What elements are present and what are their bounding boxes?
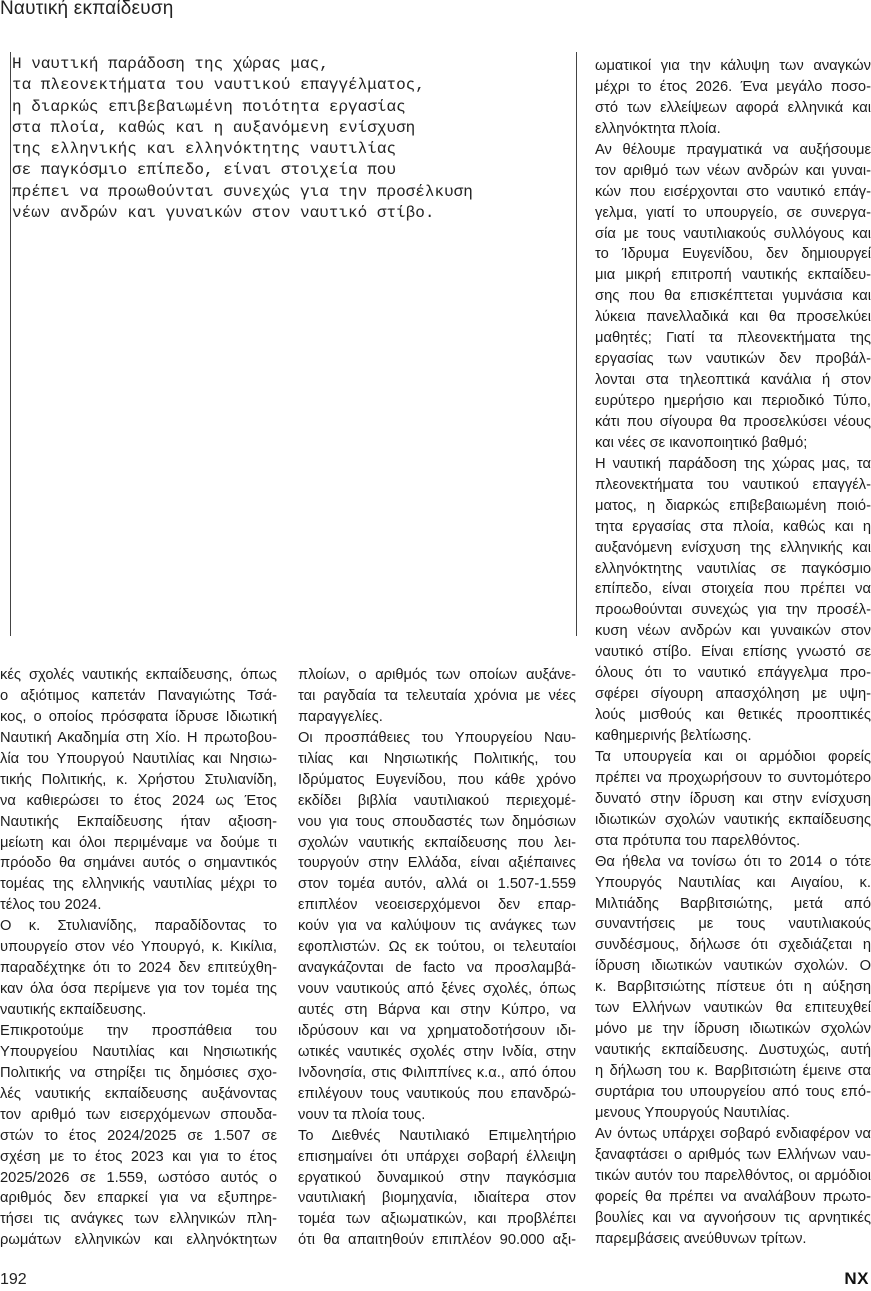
text-line: όλους ότι το ναυτικό επάγγελμα προ-: [595, 665, 871, 682]
text-line: ιδρύσουν και να χρηματοδοτήσουν ιδι-: [298, 1022, 576, 1039]
text-line: Ναυτικής Εκπαίδευσης ήταν αξιοση-: [0, 813, 277, 830]
text-line: και νέες σε ικανοποιητικό βαθμό;: [595, 434, 808, 451]
text-line: κος, ο οποίος πρόσφατα ίδρυσε Ιδιωτική: [0, 708, 277, 725]
text-line: συνδέσμους, δήλωσε ότι σχεδιάζεται η: [595, 937, 871, 954]
text-line: τιλίας και Νησιωτικής Πολιτικής, του: [298, 750, 576, 767]
text-line: ναυτικό στίβο. Είναι επίσης γνωστό σε: [595, 644, 871, 661]
text-line: εργατικού δυναμικού στην παγκόσμια: [298, 1169, 576, 1186]
text-line: προωθούνται συνεχώς για την προσέλ-: [595, 602, 871, 619]
text-line: πλεονεκτήματα του ναυτικού επαγγέλ-: [595, 476, 871, 493]
text-line: αριθμός δεν επαρκεί για να εξυπηρε-: [0, 1190, 277, 1207]
text-line: τον αριθμό των νέων ανδρών και γυναι-: [595, 162, 871, 179]
text-line: καθημερινής βελτίωσης.: [595, 728, 752, 744]
text-line: η δήλωση του κ. Βαρβιτσιώτη έμεινε στα: [595, 1063, 871, 1079]
text-line: πρόοδο θα σημάνει αυτός ο σημαντικός: [0, 855, 277, 872]
pullquote-line: σε παγκόσμιο επίπεδο, είναι στοιχεία που: [12, 161, 397, 180]
text-line: μόνο με την ίδρυση ιδιωτικών σχολών: [595, 1021, 871, 1038]
text-line: τικής Πολιτικής, κ. Χρήστου Στυλιανίδη,: [0, 771, 277, 788]
text-line: κούν για να καλύψουν τις ανάγκες των: [298, 918, 576, 935]
text-line: εκδίδει βιβλία ναυτιλιακού περιεχομέ-: [298, 792, 576, 809]
text-line: ελληνόκτητα πλοία.: [595, 120, 721, 137]
text-line: στον τομέα αυτόν, αλλά οι 1.507-1.559: [298, 876, 576, 893]
text-line: παραδέχτηκε ότι το 2024 δεν επιτεύχθη-: [0, 960, 277, 977]
pullquote-line: στα πλοία, καθώς και η αυξανόμενη ενίσχυση: [12, 118, 416, 137]
text-line: τήσει τις ανάγκες των ελληνικών πλη-: [0, 1211, 277, 1228]
text-line: ίδρυση ιδιωτικών ναυτικών σχολών. Ο: [595, 958, 871, 975]
text-line: Το Διεθνές Ναυτιλιακό Επιμελητήριο: [298, 1127, 576, 1144]
text-line: δυνατό στην ίδρυση και στην ενίσχυση: [595, 790, 871, 807]
text-line: συναντήσεις με τους ναυτιλιακούς: [595, 916, 871, 933]
text-line: λύκεια πανελλαδικά και θα προσελκύει: [595, 309, 871, 326]
text-line: κυση νέων ανδρών και γυναικών στον: [595, 623, 871, 640]
text-line: νουν ναυτικούς από ξένες σχολές, όπως: [298, 981, 576, 998]
text-line: το Ίδρυμα Ευγενίδου, δεν δημιουργεί: [595, 246, 871, 263]
text-line: σης που θα επισκέπτεται γυμνάσια και: [595, 288, 871, 305]
text-line: μείωτη και όλοι περιμέναμε να δούμε τι: [0, 834, 277, 851]
brand-logo: NX: [844, 1269, 869, 1288]
text-line: Μιλτιάδης Βαρβιτσιώτης, μετά από: [595, 895, 871, 912]
text-line: ται ραγδαία τα τελευταία χρόνια με νέες: [298, 687, 576, 704]
text-line: τουργούν στην Ελλάδα, είναι αξιέπαινες: [298, 855, 576, 872]
text-line: γελμα, γιατί το υπουργείο, σε συνεργα-: [595, 204, 871, 221]
text-line: 2025/2026 σε 1.559, ωστόσο αυτός ο: [0, 1169, 277, 1186]
text-line: να καθιερώσει το έτος 2024 ως Έτος: [0, 792, 277, 809]
text-line: κ. Βαρβιτσιώτης πίστευε ότι η αύξηση: [595, 979, 871, 996]
pullquote: [12, 54, 572, 224]
text-line: Θα ήθελα να τονίσω ότι το 2014 ο τότε: [595, 853, 871, 870]
text-line: παραγγελίες.: [298, 708, 383, 725]
text-line: συρτάρια του υπουργείου από τους επό-: [595, 1083, 871, 1100]
pullquote-line: νέων ανδρών και γυναικών στον ναυτικό στίβο.: [12, 204, 435, 223]
text-line: μαθητές; Γιατί τα πλεονεκτήματα της: [595, 330, 871, 347]
text-line: ελληνόκτητης ναυτιλίας σε παγκόσμιο: [595, 560, 871, 577]
text-line: κάτι που σίγουρα θα προσελκύσει νέους: [595, 413, 871, 430]
column-divider: [576, 52, 577, 636]
text-line: πρέπει να προχωρήσουν το συντομότερο: [595, 769, 871, 786]
text-line: μια μικρή επιτροπή ναυτικής εκπαίδευ-: [595, 267, 871, 284]
text-line: σχολών ναυτικής εκπαίδευσης που λει-: [298, 834, 576, 851]
text-line: ναυτικής εκπαίδευσης. Δυστυχώς, αυτή: [595, 1042, 871, 1059]
text-line: σφέρει σίγουρη απασχόληση με υψη-: [595, 686, 871, 703]
text-line: Ο κ. Στυλιανίδης, παραδίδοντας το: [0, 918, 277, 935]
text-line: ότι θα απαιτηθούν επιπλέον 90.000 αξι-: [298, 1232, 576, 1249]
pullquote-line: της ελληνικής και ελληνόκτητης ναυτιλίας: [12, 140, 397, 159]
text-line: Αν όντως υπάρχει σοβαρό ενδιαφέρον να: [595, 1125, 871, 1142]
text-line: των Ελλήνων ναυτικών θα επιτευχθεί: [595, 1000, 871, 1017]
text-line: Πολιτικής να στηρίξει τις δημόσιες σχο-: [0, 1064, 277, 1081]
text-line: αναγκάζονται de facto να προσλαμβά-: [298, 960, 576, 977]
text-line: ιδιωτικών σχολών ναυτικής εκπαίδευσης: [595, 811, 871, 828]
text-line: ξαναφτάσει ο αριθμός των Ελλήνων ναυ-: [595, 1146, 871, 1163]
text-line: αυτές στη Βάρνα και στην Κύπρο, να: [298, 1002, 576, 1018]
text-line: Τα υπουργεία και οι αρμόδιοι φορείς: [595, 748, 871, 765]
body-column-1: [0, 665, 277, 1251]
text-line: επιπλέον νεοεισερχόμενοι δεν επαρ-: [298, 897, 576, 914]
text-line: τικών αυτόν του παρελθόντος, οι αρμόδιοι: [595, 1167, 871, 1184]
text-line: επίπεδο, είναι στοιχεία που πρέπει να: [595, 581, 871, 598]
text-line: Οι προσπάθειες του Υπουργείου Ναυ-: [298, 729, 576, 746]
text-line: τητα εργασίας στα πλοία, καθώς και η: [595, 518, 871, 535]
text-line: στα πρότυπα του παρελθόντος.: [595, 832, 801, 849]
text-line: λία του Υπουργού Ναυτιλίας και Νησιω-: [0, 750, 277, 767]
pullquote-line: Η ναυτική παράδοση της χώρας μας,: [12, 55, 329, 73]
text-line: ευρύτερο ημερήσιο και περιοδικό Τύπο,: [595, 393, 871, 409]
pullquote-line: η διαρκώς επιβεβαιωμένη ποιότητα εργασίας: [12, 97, 406, 116]
body-column-2: [298, 665, 576, 1251]
text-line: πλοίων, ο αριθμός των οποίων αυξάνε-: [298, 667, 576, 683]
text-line: ματος, η διαρκώς επιβεβαιωμένη ποιό-: [595, 497, 871, 514]
text-line: ναυτικής εκπαίδευσης.: [0, 1002, 147, 1018]
text-line: επισημαίνει ότι υπάρχει σοβαρή έλλειψη: [298, 1148, 576, 1165]
text-line: νου για τους σπουδαστές των δημόσιων: [298, 813, 576, 830]
text-line: υπουργείο στον νέο Υπουργό, κ. Κικίλια,: [0, 939, 277, 956]
text-line: μέχρι το έτος 2026. Ένα μεγάλο ποσο-: [595, 78, 871, 95]
text-line: ρωμάτων ελληνικών και ελληνόκτητων: [0, 1232, 277, 1249]
text-line: Επικροτούμε την προσπάθεια του: [0, 1022, 277, 1039]
text-line: ωτικές ναυτικές σχολές στην Ινδία, στην: [298, 1043, 576, 1060]
text-line: ωματικοί για την κάλυψη των αναγκών: [595, 58, 871, 74]
text-line: Ινδονησία, στις Φιλιππίνες κ.α., από όπου: [298, 1064, 576, 1081]
text-line: σία με τους ναυτιλιακούς συλλόγους και: [595, 225, 871, 242]
text-line: Αν θέλουμε πραγματικά να αυξήσουμε: [595, 141, 871, 158]
text-line: μενους Υπουργούς Ναυτιλίας.: [595, 1104, 790, 1121]
text-line: Ιδρύματος Ευγενίδου, που κάθε χρόνο: [298, 771, 576, 788]
text-line: λούς μισθούς και θετικές προοπτικές: [595, 707, 871, 724]
text-line: Υπουργός Ναυτιλίας και Αιγαίου, κ.: [595, 874, 871, 891]
page-number: 192: [0, 1271, 27, 1288]
text-line: νουν τα πλοία τους.: [298, 1106, 426, 1123]
text-line: λές ναυτικής εκπαίδευσης αυξάνοντας: [0, 1085, 277, 1102]
section-header: Ναυτική εκπαίδευση: [0, 0, 174, 19]
text-line: τέλος του 2024.: [0, 897, 102, 914]
text-line: Ναυτική Ακαδημία στη Χίο. Η πρωτοβου-: [0, 729, 277, 746]
text-line: αυξανόμενη ενίσχυση της ελληνικής και: [595, 539, 871, 556]
text-line: επιλέγουν τους ναυτικούς που επανδρώ-: [298, 1085, 576, 1102]
text-line: τον αριθμό των εισερχόμενων σπουδα-: [0, 1106, 277, 1123]
text-line: Η ναυτική παράδοση της χώρας μας, τα: [595, 455, 871, 472]
text-line: τομέας της ελληνικής ναυτιλίας μέχρι το: [0, 876, 277, 893]
pullquote-line: τα πλεονεκτήματα του ναυτικού επαγγέλματος,: [12, 76, 425, 95]
text-line: ναυτιλιακή βιομηχανία, ιδιαίτερα στον: [298, 1190, 576, 1207]
text-line: κών που εισέρχονται στο ναυτικό επάγ-: [595, 183, 871, 200]
text-line: φορείς θα πρέπει να αναλάβουν πρωτο-: [595, 1188, 871, 1205]
text-line: σχέση με το έτος 2023 και για το έτος: [0, 1148, 277, 1165]
text-line: τομέα των αξιωματικών, και προβλέπει: [298, 1211, 576, 1228]
text-line: κές σχολές ναυτικής εκπαίδευσης, όπως: [0, 667, 277, 683]
text-line: βουλίες και να αγνοήσουν τις αρνητικές: [595, 1209, 871, 1226]
text-line: στό των ελλείψεων αφορά ελληνικά και: [595, 99, 871, 116]
pullquote-line: πρέπει να προωθούνται συνεχώς για την προσέλκυση: [12, 182, 473, 201]
text-line: εφοπλιστών. Ως εκ τούτου, οι τελευταίοι: [298, 939, 576, 956]
body-column-3: [595, 56, 871, 1249]
text-line: Υπουργείου Ναυτιλίας και Νησιωτικής: [0, 1043, 277, 1060]
text-line: παρεμβάσεις ανεύθυνων τρίτων.: [595, 1230, 807, 1247]
text-line: εργασίας των ναυτικών δεν προβάλ-: [595, 351, 871, 368]
text-line: ο αξιότιμος καπετάν Παναγιώτης Τσά-: [0, 687, 277, 704]
text-line: στών το έτος 2024/2025 σε 1.507 σε: [0, 1127, 277, 1144]
text-line: λονται στα τηλεοπτικά κανάλια ή στον: [595, 372, 871, 389]
text-line: καν όλα όσα περίμενε για τον τομέα της: [0, 981, 277, 998]
